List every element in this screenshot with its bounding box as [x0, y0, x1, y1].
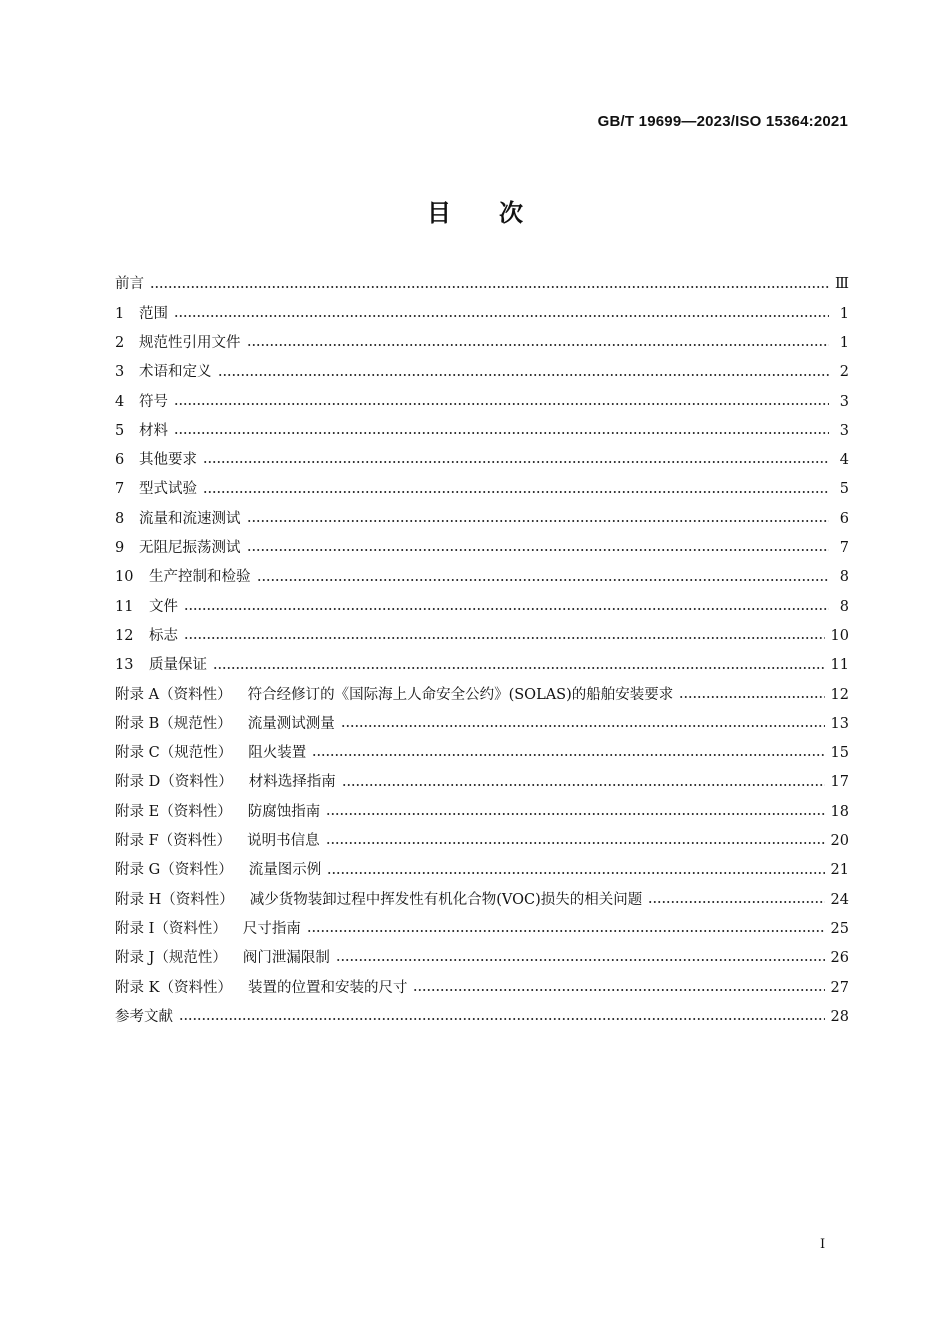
toc-appendix-label: 附录 G（资料性） [115, 862, 233, 879]
toc-entry-label: 说明书信息 [247, 833, 320, 850]
toc-appendix-label: 附录 D（资料性） [115, 774, 233, 791]
toc-entry-label: 参考文献 [115, 1008, 173, 1025]
toc-entry[interactable] [115, 475, 849, 504]
toc-entry-label: 流量图示例 [248, 862, 322, 879]
toc-page-number: 2 [839, 364, 849, 381]
toc-entry-label: 前言 [115, 276, 144, 293]
toc-page-number: 21 [830, 862, 849, 879]
dot-leader [218, 373, 830, 377]
toc-page-number: Ⅲ [835, 276, 849, 293]
toc-entry-label: 标志 [149, 627, 178, 644]
toc-entry-label: 流量测试测量 [247, 715, 335, 732]
toc-entry-label: 阀门泄漏限制 [242, 950, 330, 967]
toc-entry-label: 减少货物装卸过程中挥发性有机化合物(VOC)损失的相关问题 [249, 891, 643, 908]
toc-entry-label: 符合经修订的《国际海上人命安全公约》(SOLAS)的船舶安装要求 [247, 686, 674, 703]
toc-entry[interactable] [115, 709, 849, 738]
toc-entry[interactable] [115, 1002, 849, 1031]
toc-entry[interactable] [115, 797, 849, 826]
toc-entry-label: 流量和流速测试 [139, 510, 241, 527]
toc-entry-number: 3 [115, 364, 125, 381]
toc-page-number: 27 [830, 979, 849, 996]
standard-code: GB/T 19699—2023/ISO 15364:2021 [597, 113, 848, 130]
toc-entry-label: 其他要求 [139, 452, 197, 469]
toc-entry[interactable] [115, 504, 849, 533]
toc-entry-number: 9 [115, 540, 125, 557]
toc-entry-number: 12 [115, 627, 134, 644]
toc-entry-label: 装置的位置和安装的尺寸 [247, 979, 408, 996]
toc-appendix-label: 附录 C（规范性） [115, 745, 233, 762]
dot-leader [307, 929, 825, 933]
dot-leader [174, 431, 829, 435]
toc-page-number: 11 [830, 657, 849, 674]
dot-leader [326, 812, 824, 816]
toc-entry-number: 10 [115, 569, 134, 586]
dot-leader [150, 285, 829, 289]
table-of-contents [115, 270, 849, 1032]
toc-entry-label: 规范性引用文件 [139, 334, 241, 351]
toc-page-number: 26 [830, 950, 849, 967]
toc-entry[interactable] [115, 563, 849, 592]
toc-entry[interactable] [115, 592, 849, 621]
dot-leader [203, 460, 829, 464]
toc-entry-label: 术语和定义 [139, 364, 212, 381]
toc-appendix-label: 附录 I（资料性） [115, 920, 227, 937]
title-char-1: 目 [427, 198, 451, 227]
toc-entry-label: 文件 [149, 598, 178, 615]
toc-entry-label: 符号 [139, 393, 168, 410]
toc-appendix-label: 附录 H（资料性） [115, 891, 234, 908]
toc-entry-label: 无阻尼振荡测试 [139, 540, 241, 557]
dot-leader [327, 871, 824, 875]
toc-entry-number: 6 [115, 452, 125, 469]
toc-entry-label: 范围 [139, 305, 168, 322]
toc-entry-label: 材料 [139, 422, 168, 439]
toc-entry-number: 11 [115, 598, 134, 615]
dot-leader [326, 841, 825, 845]
toc-page-number: 4 [839, 452, 849, 469]
dot-leader [312, 753, 824, 757]
toc-entry-label: 质量保证 [149, 657, 207, 674]
dot-leader [257, 578, 830, 582]
toc-appendix-label: 附录 B（规范性） [115, 715, 232, 732]
toc-page-number: 8 [839, 598, 849, 615]
toc-page-number: 7 [839, 540, 849, 557]
dot-leader [413, 988, 824, 992]
dot-leader [184, 607, 829, 611]
toc-page-number: 1 [839, 305, 849, 322]
toc-page-number: 8 [839, 569, 849, 586]
toc-entry[interactable] [115, 885, 849, 914]
toc-entry-label: 型式试验 [139, 481, 197, 498]
toc-entry-label: 材料选择指南 [248, 774, 336, 791]
toc-page-number: 17 [830, 774, 849, 791]
dot-leader [213, 666, 825, 670]
dot-leader [179, 1017, 825, 1021]
toc-entry-number: 1 [115, 305, 125, 322]
toc-page-number: 24 [830, 891, 849, 908]
toc-entry[interactable] [115, 622, 849, 651]
dot-leader [342, 783, 825, 787]
toc-entry[interactable] [115, 768, 849, 797]
toc-entry-number: 13 [115, 657, 134, 674]
toc-entry[interactable] [115, 680, 849, 709]
toc-appendix-label: 附录 F（资料性） [115, 833, 232, 850]
toc-entry[interactable] [115, 973, 849, 1002]
toc-appendix-label: 附录 K（资料性） [115, 979, 232, 996]
dot-leader [203, 490, 829, 494]
toc-entry[interactable] [115, 827, 849, 856]
toc-entry[interactable] [115, 387, 849, 416]
toc-entry[interactable] [115, 856, 849, 885]
toc-entry[interactable] [115, 270, 849, 299]
toc-page-number: 10 [830, 627, 849, 644]
dot-leader [336, 958, 825, 962]
toc-entry[interactable] [115, 915, 849, 944]
toc-entry[interactable] [115, 416, 849, 445]
dot-leader [174, 402, 829, 406]
toc-entry[interactable] [115, 446, 849, 475]
toc-page-number: 13 [830, 715, 849, 732]
toc-entry-number: 5 [115, 422, 125, 439]
toc-page-number: 3 [839, 422, 849, 439]
toc-appendix-label: 附录 A（资料性） [115, 686, 232, 703]
toc-entry-label: 生产控制和检验 [149, 569, 251, 586]
toc-page-number: 25 [830, 920, 849, 937]
dot-leader [247, 343, 830, 347]
dot-leader [184, 636, 825, 640]
dot-leader [648, 900, 824, 904]
dot-leader [174, 314, 829, 318]
page-title [0, 193, 950, 228]
toc-entry-label: 防腐蚀指南 [247, 803, 321, 820]
dot-leader [679, 695, 824, 699]
toc-entry[interactable] [115, 651, 849, 680]
toc-page-number: 1 [839, 334, 849, 351]
toc-entry-label: 阻火装置 [248, 745, 307, 762]
toc-appendix-label: 附录 E（资料性） [115, 803, 232, 820]
toc-page-number: 12 [830, 686, 849, 703]
toc-entry-number: 8 [115, 510, 125, 527]
toc-entry[interactable] [115, 299, 849, 328]
toc-page-number: 6 [839, 510, 849, 527]
toc-page-number: 15 [830, 745, 849, 762]
dot-leader [341, 724, 825, 728]
toc-page-number: 3 [839, 393, 849, 410]
toc-entry-label: 尺寸指南 [242, 920, 301, 937]
toc-entry-number: 2 [115, 334, 125, 351]
toc-entry[interactable] [115, 944, 849, 973]
toc-page-number: 18 [830, 803, 849, 820]
toc-entry[interactable] [115, 329, 849, 358]
toc-entry-number: 7 [115, 481, 125, 498]
dot-leader [247, 519, 830, 523]
footer-page-number: I [820, 1237, 826, 1252]
toc-page-number: 28 [830, 1008, 849, 1025]
toc-entry[interactable] [115, 358, 849, 387]
toc-appendix-label: 附录 J（规范性） [115, 950, 227, 967]
title-char-2: 次 [499, 198, 523, 227]
toc-page-number: 20 [830, 833, 849, 850]
toc-entry[interactable] [115, 534, 849, 563]
dot-leader [247, 548, 830, 552]
toc-entry[interactable] [115, 739, 849, 768]
toc-page-number: 5 [839, 481, 849, 498]
toc-entry-number: 4 [115, 393, 125, 410]
